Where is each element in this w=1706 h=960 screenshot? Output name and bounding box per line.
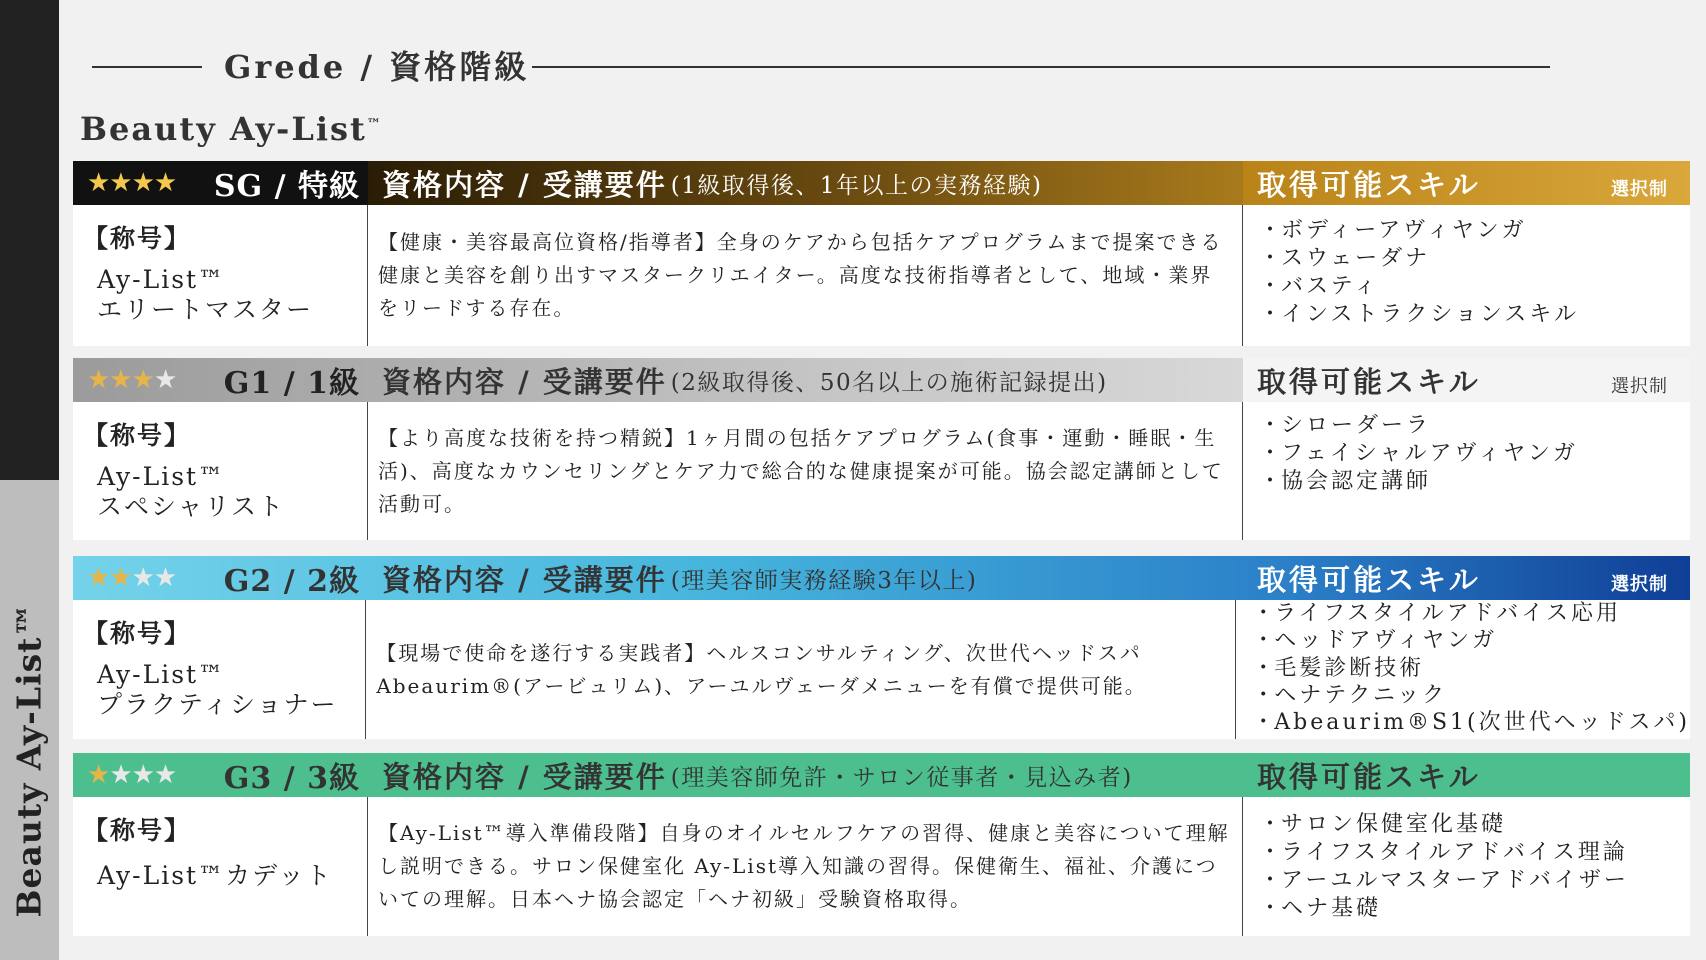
grade-block-g3 xyxy=(73,753,1690,936)
skill-item: ・ 毛髪診断技術 xyxy=(1252,655,1690,682)
title-label: 【称号】 xyxy=(83,816,192,845)
title-rule-left xyxy=(92,66,202,68)
skill-heading: 取得可能スキル xyxy=(1257,562,1481,597)
content-heading: 資格内容 / 受講要件 xyxy=(382,562,667,597)
description-cell xyxy=(368,402,1243,540)
skill-item: ・ インストラクションスキル xyxy=(1259,301,1690,329)
skill-item: ・ ヘッドアヴィヤンガ xyxy=(1252,627,1690,654)
content-heading: 資格内容 / 受講要件 xyxy=(382,759,667,794)
skill-item: ・ シローダーラ xyxy=(1259,412,1690,440)
grade-name: SG / 特級 xyxy=(213,169,360,204)
title-name-sub: エリートマスター xyxy=(97,295,314,324)
grade-label-cell xyxy=(73,358,368,402)
grade-header xyxy=(73,556,1690,600)
skills-list xyxy=(1243,797,1690,936)
title-rule-right xyxy=(532,66,1550,68)
requirement-text: (理美容師実務経験3年以上) xyxy=(670,567,978,594)
skill-heading: 取得可能スキル xyxy=(1257,364,1481,399)
side-label: Beauty Ay-List™ xyxy=(9,602,49,918)
skill-item: ・ ヘナ基礎 xyxy=(1259,895,1690,923)
grade-body xyxy=(73,205,1690,346)
description-cell xyxy=(368,797,1243,936)
title-label: 【称号】 xyxy=(83,619,192,648)
skills-list xyxy=(1243,402,1690,540)
description-text: 【Ay-List™導入準備段階】自身のオイルセルフケアの習得、健康と美容について理解し説明できる。サロン保健室化 Ay-List導入知識の習得。保健衛生、福祉、介護についての理解。日本ヘナ協会認定「ヘナ初級」受験資格取得。 xyxy=(378,821,1230,911)
title-name: Ay-List™ xyxy=(97,660,226,689)
skill-heading: 取得可能スキル xyxy=(1257,759,1481,794)
title-cell xyxy=(73,600,366,739)
description-text: 【現場で使命を遂行する実践者】ヘルスコンサルティング、次世代ヘッドスパAbeaurim®(アービュリム)、アーユルヴェーダメニューを有償で提供可能。 xyxy=(376,640,1147,698)
grade-block-sg xyxy=(73,161,1690,346)
rating-stars: ★★★★ xyxy=(87,760,177,790)
content-header-cell xyxy=(368,358,1243,402)
title-label: 【称号】 xyxy=(83,224,192,253)
skill-item: ・ ヘナテクニック xyxy=(1252,682,1690,709)
skill-header-cell xyxy=(1243,161,1690,205)
grade-body xyxy=(73,402,1690,540)
grade-header xyxy=(73,161,1690,205)
skill-item: ・ アーユルマスターアドバイザー xyxy=(1259,867,1690,895)
grade-label-cell xyxy=(73,556,368,600)
content-header-cell xyxy=(368,556,1243,600)
grade-header xyxy=(73,358,1690,402)
title-cell xyxy=(73,402,368,540)
skill-item: ・ バスティ xyxy=(1259,273,1690,301)
skill-item: ・ スウェーダナ xyxy=(1259,245,1690,273)
grade-body xyxy=(73,797,1690,936)
skill-header-cell xyxy=(1243,358,1690,402)
requirement-text: (2級取得後、50名以上の施術記録提出) xyxy=(670,369,1108,396)
title-label: 【称号】 xyxy=(83,421,192,450)
grade-name: G1 / 1級 xyxy=(223,366,360,401)
grade-name: G2 / 2級 xyxy=(223,564,360,599)
skill-heading: 取得可能スキル xyxy=(1257,167,1481,202)
description-cell xyxy=(366,600,1236,739)
title-name: Ay-List™ xyxy=(97,462,226,491)
brand-name: Beauty Ay-List™ xyxy=(80,110,383,148)
rating-stars: ★★★★ xyxy=(87,168,177,198)
description-cell xyxy=(368,205,1243,346)
rating-stars: ★★★★ xyxy=(87,563,177,593)
skill-header-cell xyxy=(1243,556,1690,600)
content-header-cell xyxy=(368,161,1243,205)
grade-label-cell xyxy=(73,753,368,797)
skill-header-cell xyxy=(1243,753,1690,797)
skill-item: ・ Abeaurim®S1(次世代ヘッドスパ) xyxy=(1252,709,1690,736)
skill-item: ・ ライフスタイルアドバイス応用 xyxy=(1252,600,1690,627)
title-name: Ay-List™ xyxy=(97,265,226,294)
title-cell xyxy=(73,205,368,346)
selection-badge: 選択制 xyxy=(1611,179,1668,200)
content-heading: 資格内容 / 受講要件 xyxy=(382,364,667,399)
description-text: 【健康・美容最高位資格/指導者】全身のケアから包括ケアプログラムまで提案できる健康と美容を創り出すマスタークリエイター。高度な技術指導者として、地域・業界をリードする存在。 xyxy=(378,230,1223,320)
skill-item: ・ サロン保健室化基礎 xyxy=(1259,811,1690,839)
grade-name: G3 / 3級 xyxy=(223,761,360,796)
title-name-sub: スペシャリスト xyxy=(97,492,286,521)
grade-header xyxy=(73,753,1690,797)
skill-item: ・ フェイシャルアヴィヤンガ xyxy=(1259,440,1690,468)
grade-label-cell xyxy=(73,161,368,205)
skills-list xyxy=(1236,600,1690,739)
skill-item: ・ 協会認定講師 xyxy=(1259,468,1690,496)
description-text: 【より高度な技術を持つ精鋭】1ヶ月間の包括ケアプログラム(食事・運動・睡眠・生活)、高度なカウンセリングとケア力で総合的な健康提案が可能。協会認定講師として活動可。 xyxy=(378,425,1224,516)
skill-item: ・ ライフスタイルアドバイス理論 xyxy=(1259,839,1690,867)
grade-body xyxy=(73,600,1690,739)
rating-stars: ★★★★ xyxy=(87,365,177,395)
selection-badge: 選択制 xyxy=(1611,376,1668,397)
content-header-cell xyxy=(368,753,1243,797)
requirement-text: (理美容師免許・サロン従事者・見込み者) xyxy=(670,764,1133,791)
selection-badge: 選択制 xyxy=(1611,574,1668,595)
content-heading: 資格内容 / 受講要件 xyxy=(382,167,667,202)
grade-block-g2 xyxy=(73,556,1690,739)
title-name: Ay-List™カデット xyxy=(97,861,333,890)
skill-item: ・ ボディーアヴィヤンガ xyxy=(1259,217,1690,245)
side-bar-dark xyxy=(0,0,59,480)
title-cell xyxy=(73,797,368,936)
page-title: Grede / 資格階級 xyxy=(224,48,530,86)
title-name-sub: プラクティショナー xyxy=(97,690,338,719)
skills-list xyxy=(1243,205,1690,346)
requirement-text: (1級取得後、1年以上の実務経験) xyxy=(670,172,1043,199)
grade-block-g1 xyxy=(73,358,1690,540)
